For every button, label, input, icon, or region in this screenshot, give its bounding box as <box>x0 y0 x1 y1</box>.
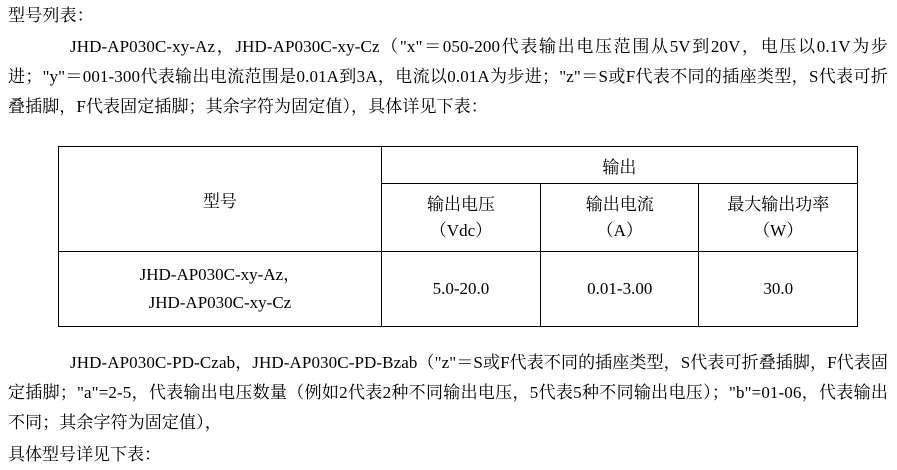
paragraph-partial-cutoff: 具体型号详见下表： <box>8 445 161 464</box>
table-header-output-group: 输出 <box>381 147 857 184</box>
table-header-output-voltage <box>381 184 540 252</box>
table-header-row-1 <box>59 147 858 184</box>
header-voltage-line2: （Vdc） <box>429 220 493 240</box>
specification-table <box>58 146 858 327</box>
cell-output-current: 0.01-3.00 <box>541 252 699 327</box>
model-name-line1: JHD-AP030C-xy-Az， <box>139 265 301 284</box>
cell-output-voltage: 5.0-20.0 <box>381 252 540 327</box>
header-power-line1: 最大输出功率 <box>727 194 830 214</box>
header-power-line2: （W） <box>753 220 804 240</box>
cell-max-output-power: 30.0 <box>699 252 858 327</box>
header-current-line1: 输出电流 <box>585 194 654 214</box>
header-voltage-line1: 输出电压 <box>426 194 495 214</box>
paragraph-pd-model-description: JHD-AP030C-PD-Czab，JHD-AP030C-PD-Bzab（"z"＝S或F代表不同的插座类型，S代表可折叠插脚，F代表固定插脚；"a"=2-5，代表输出电压数量（例如2代表2种不同输出电压，5代表5种不同输出电压）；"b"=01-06，代表输出不同；其余字符为固定值）， <box>8 353 888 432</box>
header-current-line2: （A） <box>596 220 643 240</box>
table-row <box>59 252 858 327</box>
table-header-output-current <box>541 184 699 252</box>
table-header-max-output-power <box>699 184 858 252</box>
page-title: 型号列表： <box>8 6 94 25</box>
cell-model-names <box>59 252 382 327</box>
table-header-model: 型号 <box>59 147 382 252</box>
paragraph-model-list-description: JHD-AP030C-xy-Az，JHD-AP030C-xy-Cz（"x"＝050-200代表输出电压范围从5V到20V，电压以0.1V为步进；"y"＝001-300代表输出电流范围是0.01A到3A，电流以0.01A为步进；"z"＝S或F代表不同的插座类型，S代表可折叠插脚，F代表固定插脚；其余字符为固定值），具体详见下表： <box>8 37 888 116</box>
model-name-line2: JHD-AP030C-xy-Cz <box>148 293 292 312</box>
